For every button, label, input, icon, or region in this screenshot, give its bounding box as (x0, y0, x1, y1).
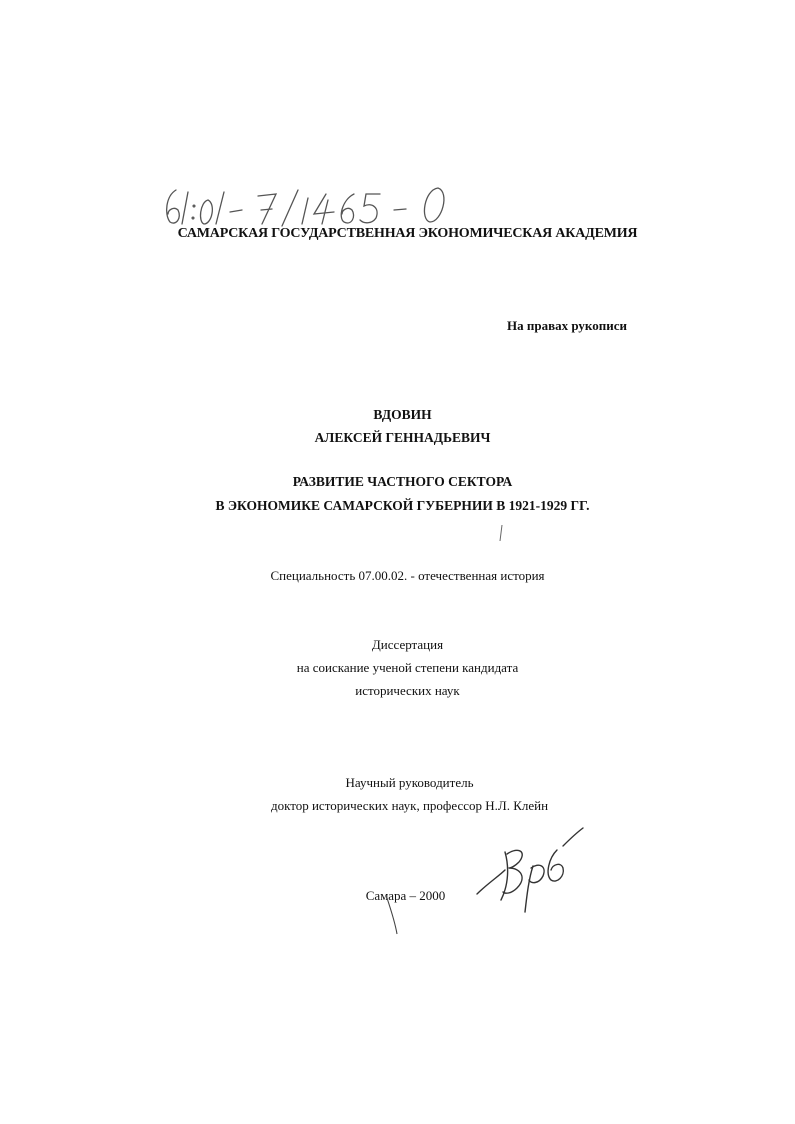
supervisor-label: Научный руководитель (345, 775, 474, 790)
specialty-line: Специальность 07.00.02. - отечественная история (270, 568, 545, 583)
pen-mark (498, 524, 504, 542)
author-name: АЛЕКСЕЙ ГЕННАДЬЕВИЧ (314, 430, 491, 445)
dissertation-title-line-2: В ЭКОНОМИКЕ САМАРСКОЙ ГУБЕРНИИ В 1921-1929 ГГ. (215, 498, 590, 513)
dissertation-label: Диссертация (371, 637, 444, 652)
degree-line: на соискание ученой степени кандидата (296, 660, 519, 675)
pen-stroke (383, 896, 403, 936)
supervisor-name: доктор исторических наук, профессор Н.Л. Клейн (270, 798, 549, 813)
rights-note: На правах рукописи (507, 318, 627, 333)
author-surname: ВДОВИН (373, 407, 432, 422)
place-and-year: Самара – 2000 (365, 888, 446, 903)
handwritten-signature (465, 822, 595, 922)
degree-field-line: исторических наук (355, 683, 460, 698)
dissertation-title-line-1: РАЗВИТИЕ ЧАСТНОГО СЕКТОРА (292, 474, 513, 489)
institution-name: САМАРСКАЯ ГОСУДАРСТВЕННАЯ ЭКОНОМИЧЕСКАЯ АКАДЕМИЯ (177, 226, 638, 241)
handwritten-catalog-number (158, 178, 468, 230)
